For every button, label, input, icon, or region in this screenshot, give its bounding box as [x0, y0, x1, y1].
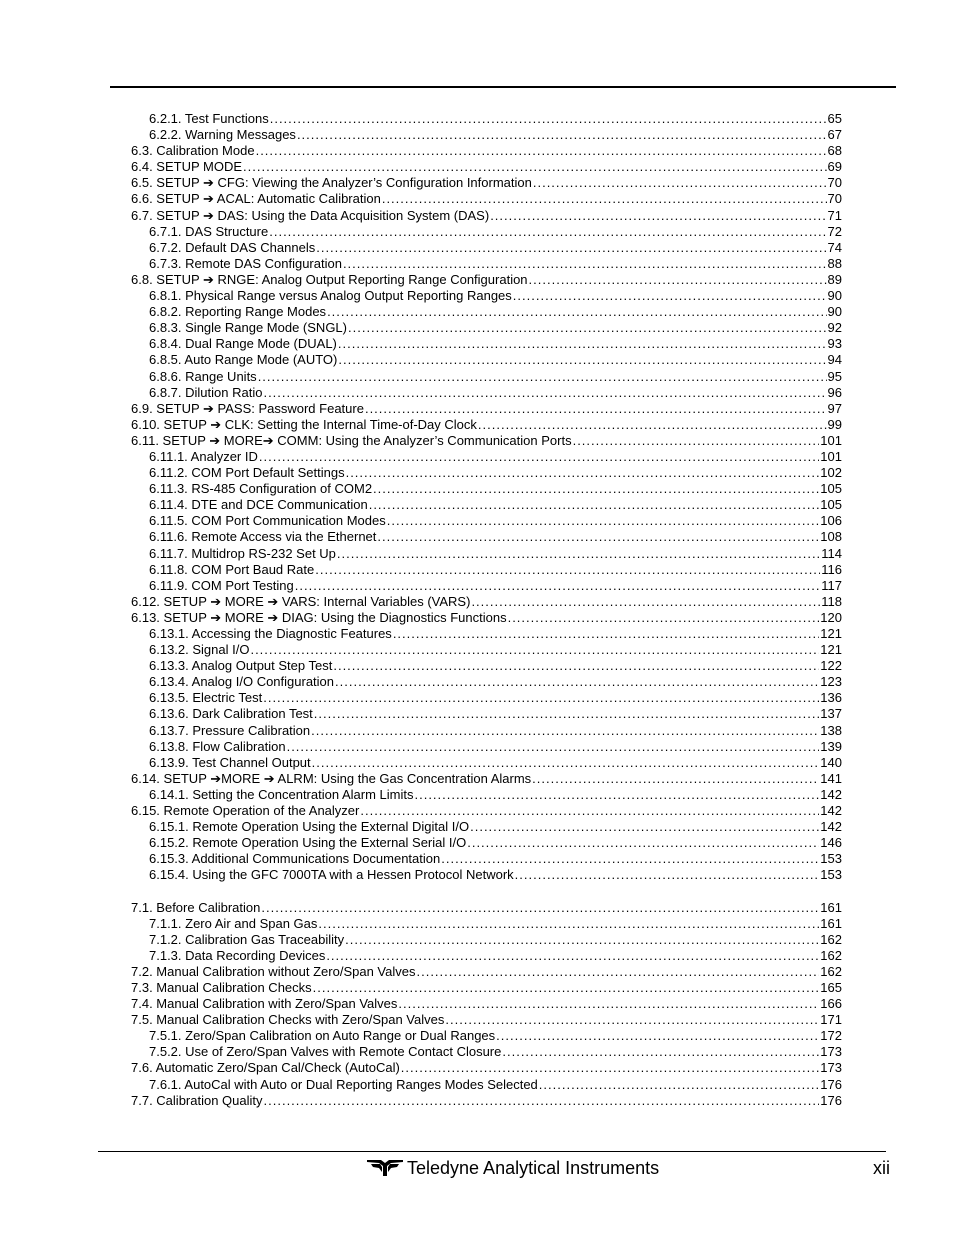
toc-entry-title: 6.8.6. Range Units	[149, 368, 257, 384]
toc-entry-page: 67	[827, 127, 842, 143]
toc-entry-page: 138	[820, 722, 842, 738]
toc-dot-leader	[348, 320, 827, 336]
toc-entry-page: 105	[820, 481, 842, 497]
toc-entry[interactable]	[131, 256, 842, 272]
toc-entry-title: 7.1.1. Zero Air and Span Gas	[149, 915, 318, 931]
toc-entry-page: 137	[820, 706, 842, 722]
toc-dot-leader	[467, 835, 819, 851]
toc-entry[interactable]	[131, 626, 842, 642]
toc-entry-page: 71	[827, 207, 842, 223]
toc-entry-title: 6.13.2. Signal I/O	[149, 642, 250, 658]
toc-dot-leader	[338, 352, 826, 368]
toc-entry-page: 99	[827, 416, 842, 432]
toc-entry-page: 176	[820, 1076, 842, 1092]
toc-entry[interactable]	[131, 111, 842, 127]
toc-dot-leader	[471, 594, 820, 610]
toc-entry[interactable]	[131, 1044, 842, 1060]
toc-entry-title: 6.13.6. Dark Calibration Test	[149, 706, 313, 722]
toc-dot-leader	[414, 787, 819, 803]
toc-entry-page: 74	[827, 239, 842, 255]
toc-entry-page: 97	[827, 400, 842, 416]
toc-entry-page: 171	[820, 1012, 842, 1028]
table-of-contents	[131, 111, 842, 1109]
toc-entry-title: 6.8.2. Reporting Range Modes	[149, 304, 327, 320]
toc-entry-title: 6.11.7. Multidrop RS-232 Set Up	[149, 545, 336, 561]
toc-dot-leader	[502, 1044, 819, 1060]
toc-entry-title: 6.13.1. Accessing the Diagnostic Features	[149, 626, 392, 641]
toc-dot-leader	[297, 127, 827, 143]
toc-dot-leader	[256, 143, 827, 159]
toc-entry-title: 6.12. SETUP ➔ MORE ➔ VARS: Internal Variables (VARS)	[131, 593, 471, 609]
toc-entry-title: 6.7.1. DAS Structure	[149, 223, 269, 239]
toc-dot-leader	[515, 867, 820, 883]
toc-entry-page: 72	[827, 223, 842, 239]
toc-entry-page: 173	[820, 1044, 842, 1060]
toc-entry[interactable]	[131, 916, 842, 932]
toc-entry-title: 6.2.2. Warning Messages	[149, 127, 296, 143]
toc-entry[interactable]	[131, 240, 842, 256]
toc-entry[interactable]	[131, 739, 842, 755]
toc-entry[interactable]	[131, 529, 842, 545]
toc-entry[interactable]	[131, 706, 842, 722]
toc-entry-page: 123	[820, 674, 842, 690]
toc-entry-page: 173	[820, 1060, 842, 1076]
toc-dot-leader	[401, 1060, 820, 1076]
toc-dot-leader	[261, 900, 819, 916]
toc-entry-page: 146	[820, 835, 842, 851]
toc-entry[interactable]	[131, 578, 842, 594]
footer-page-number: xii	[873, 1158, 890, 1178]
toc-entry-title: 6.7.3. Remote DAS Configuration	[149, 255, 342, 271]
toc-entry-title: 6.8.4. Dual Range Mode (DUAL)	[149, 336, 337, 352]
toc-entry-page: 162	[820, 947, 842, 963]
toc-entry-title: 6.13.4. Analog I/O Configuration	[149, 674, 335, 690]
header-rule	[110, 86, 896, 88]
toc-entry[interactable]	[131, 449, 842, 465]
toc-dot-leader	[365, 401, 827, 417]
toc-dot-leader	[470, 819, 819, 835]
toc-dot-leader	[259, 449, 819, 465]
toc-entry-title: 6.3. Calibration Mode	[131, 143, 255, 159]
toc-entry-page: 153	[820, 867, 842, 883]
toc-entry-title: 6.13.9. Test Channel Output	[149, 754, 311, 770]
toc-dot-leader	[338, 336, 827, 352]
toc-entry-page: 142	[820, 803, 842, 819]
toc-entry-page: 90	[827, 288, 842, 304]
toc-entry[interactable]	[131, 513, 842, 529]
toc-entry-title: 6.11.9. COM Port Testing	[149, 577, 294, 593]
toc-entry-page: 161	[820, 899, 842, 915]
toc-entry-title: 6.8.7. Dilution Ratio	[149, 384, 263, 400]
toc-entry[interactable]	[131, 674, 842, 690]
toc-entry[interactable]	[131, 787, 842, 803]
toc-dot-leader	[316, 240, 826, 256]
toc-entry-page: 142	[820, 819, 842, 835]
toc-entry-page: 69	[827, 159, 842, 175]
toc-dot-leader	[360, 803, 819, 819]
toc-entry-page: 68	[827, 143, 842, 159]
toc-dot-leader	[490, 208, 826, 224]
toc-entry[interactable]	[131, 723, 842, 739]
toc-dot-leader	[327, 304, 826, 320]
toc-entry-page: 118	[821, 593, 842, 609]
toc-entry[interactable]	[131, 1028, 842, 1044]
toc-entry-title: 6.9. SETUP ➔ PASS: Password Feature	[131, 400, 364, 416]
teledyne-logo-icon	[367, 1157, 403, 1177]
toc-entry-page: 88	[827, 255, 842, 271]
toc-entry[interactable]	[131, 1093, 842, 1109]
toc-dot-leader	[496, 1028, 819, 1044]
toc-entry-page: 140	[820, 754, 842, 770]
toc-entry-page: 95	[827, 368, 842, 384]
toc-dot-leader	[416, 964, 819, 980]
toc-entry-title: 6.7.2. Default DAS Channels	[149, 239, 316, 255]
toc-dot-leader	[377, 529, 819, 545]
toc-entry-page: 153	[820, 851, 842, 867]
toc-entry[interactable]	[131, 964, 842, 980]
toc-entry-title: 6.13.3. Analog Output Step Test	[149, 658, 333, 674]
toc-entry-title: 6.15.2. Remote Operation Using the External Serial I/O	[149, 835, 467, 851]
toc-entry-title: 7.2. Manual Calibration without Zero/Span Valves	[131, 963, 416, 979]
toc-entry-title: 6.15.1. Remote Operation Using the External Digital I/O	[149, 819, 470, 835]
toc-entry[interactable]	[131, 433, 842, 449]
toc-entry-title: 7.1.3. Data Recording Devices	[149, 947, 326, 963]
toc-dot-leader	[269, 224, 826, 240]
toc-dot-leader	[318, 916, 819, 932]
toc-dot-leader	[312, 755, 820, 771]
toc-entry[interactable]	[131, 819, 842, 835]
toc-dot-leader	[441, 851, 819, 867]
toc-entry-page: 172	[820, 1028, 842, 1044]
toc-entry-page: 65	[827, 111, 842, 126]
toc-entry[interactable]	[131, 900, 842, 916]
toc-dot-leader	[243, 159, 827, 175]
toc-entry[interactable]	[131, 1060, 842, 1076]
toc-entry-title: 7.5.2. Use of Zero/Span Valves with Remote Contact Closure	[149, 1044, 502, 1060]
toc-entry-page: 114	[821, 545, 842, 561]
toc-entry[interactable]	[131, 417, 842, 433]
toc-entry[interactable]	[131, 867, 842, 883]
toc-entry-title: 6.11.6. Remote Access via the Ethernet	[149, 529, 377, 545]
toc-dot-leader	[539, 1077, 820, 1093]
toc-entry-page: 122	[820, 658, 842, 674]
toc-entry[interactable]	[131, 385, 842, 401]
toc-dot-leader	[311, 723, 819, 739]
toc-entry-title: 6.4. SETUP MODE	[131, 159, 243, 175]
toc-entry[interactable]	[131, 159, 842, 175]
toc-entry-page: 116	[821, 561, 842, 577]
toc-dot-leader	[295, 578, 821, 594]
toc-entry-page: 120	[820, 609, 842, 625]
toc-dot-leader	[508, 610, 820, 626]
toc-entry[interactable]	[131, 1077, 842, 1093]
toc-dot-leader	[314, 706, 820, 722]
toc-entry-title: 6.14.1. Setting the Concentration Alarm Limits	[149, 786, 414, 802]
toc-entry-title: 6.5. SETUP ➔ CFG: Viewing the Analyzer’s Configuration Information	[131, 175, 532, 191]
toc-dot-leader	[263, 385, 826, 401]
toc-entry-page: 70	[827, 191, 842, 207]
toc-entry[interactable]	[131, 835, 842, 851]
toc-entry-title: 6.8.3. Single Range Mode (SNGL)	[149, 320, 347, 336]
toc-entry[interactable]	[131, 1012, 842, 1028]
footer-company-name: Teledyne Analytical Instruments	[407, 1158, 660, 1178]
toc-entry-title: 6.13.5. Electric Test	[149, 690, 263, 706]
toc-entry-title: 6.13.7. Pressure Calibration	[149, 722, 311, 738]
toc-entry-title: 7.5.1. Zero/Span Calibration on Auto Range or Dual Ranges	[149, 1028, 496, 1044]
toc-dot-leader	[445, 1012, 819, 1028]
toc-dot-leader	[382, 191, 827, 207]
toc-entry[interactable]	[131, 562, 842, 578]
toc-entry[interactable]	[131, 401, 842, 417]
toc-entry[interactable]	[131, 208, 842, 224]
toc-entry-page: 139	[820, 738, 842, 754]
toc-entry-title: 6.11.3. RS-485 Configuration of COM2	[149, 481, 373, 497]
toc-entry[interactable]	[131, 755, 842, 771]
toc-dot-leader	[315, 562, 820, 578]
toc-entry-page: 136	[820, 690, 842, 706]
toc-entry-title: 6.11. SETUP ➔ MORE➔ COMM: Using the Analyzer’s Communication Ports	[131, 432, 572, 448]
toc-entry[interactable]	[131, 143, 842, 159]
toc-entry[interactable]	[131, 175, 842, 191]
toc-entry-page: 93	[827, 336, 842, 352]
toc-entry-title: 6.15. Remote Operation of the Analyzer	[131, 803, 360, 819]
toc-entry-title: 7.1. Before Calibration	[131, 899, 261, 915]
toc-entry[interactable]	[131, 272, 842, 288]
toc-entry-page: 121	[820, 642, 842, 658]
toc-entry[interactable]	[131, 594, 842, 610]
toc-entry-page: 102	[820, 465, 842, 481]
toc-dot-leader	[373, 481, 819, 497]
toc-dot-leader	[345, 932, 819, 948]
toc-entry-title: 7.5. Manual Calibration Checks with Zero/Span Valves	[131, 1012, 445, 1028]
toc-entry-page: 89	[827, 271, 842, 287]
toc-dot-leader	[326, 948, 819, 964]
toc-entry-title: 7.6. Automatic Zero/Span Cal/Check (AutoCal)	[131, 1060, 400, 1076]
toc-entry-title: 7.3. Manual Calibration Checks	[131, 979, 312, 995]
toc-entry[interactable]	[131, 336, 842, 352]
toc-entry-page: 106	[820, 513, 842, 529]
toc-dot-leader	[313, 980, 820, 996]
toc-dot-leader	[270, 111, 827, 127]
toc-entry-title: 6.8.1. Physical Range versus Analog Output Reporting Ranges	[149, 288, 512, 304]
toc-entry-page: 162	[820, 931, 842, 947]
toc-entry-title: 6.11.8. COM Port Baud Rate	[149, 561, 315, 577]
toc-entry[interactable]	[131, 320, 842, 336]
toc-entry-page: 121	[820, 626, 842, 641]
toc-entry-page: 108	[820, 529, 842, 545]
toc-dot-leader	[533, 175, 827, 191]
toc-entry[interactable]	[131, 851, 842, 867]
toc-entry[interactable]	[131, 642, 842, 658]
toc-dot-leader	[343, 256, 827, 272]
toc-entry-page: 117	[821, 577, 842, 593]
toc-entry-page: 162	[820, 963, 842, 979]
toc-entry[interactable]	[131, 610, 842, 626]
toc-entry-page: 176	[820, 1092, 842, 1108]
toc-entry-title: 6.14. SETUP ➔MORE ➔ ALRM: Using the Gas Concentration Alarms	[131, 770, 532, 786]
toc-dot-leader	[250, 642, 819, 658]
toc-entry-page: 165	[820, 979, 842, 995]
toc-entry-title: 6.15.4. Using the GFC 7000TA with a Hessen Protocol Network	[149, 867, 514, 883]
toc-entry[interactable]	[131, 224, 842, 240]
toc-dot-leader	[387, 513, 820, 529]
toc-entry[interactable]	[131, 481, 842, 497]
toc-entry-page: 90	[827, 304, 842, 320]
toc-entry-page: 96	[827, 384, 842, 400]
toc-dot-leader	[287, 739, 820, 755]
toc-entry[interactable]	[131, 304, 842, 320]
toc-entry-title: 6.8.5. Auto Range Mode (AUTO)	[149, 352, 338, 368]
toc-dot-leader	[263, 690, 819, 706]
toc-entry-title: 6.15.3. Additional Communications Documentation	[149, 851, 441, 867]
toc-entry-title: 6.13. SETUP ➔ MORE ➔ DIAG: Using the Diagnostics Functions	[131, 609, 507, 625]
toc-entry[interactable]	[131, 497, 842, 513]
toc-entry-title: 6.11.1. Analyzer ID	[149, 448, 258, 464]
toc-dot-leader	[478, 417, 827, 433]
toc-entry-page: 101	[820, 432, 842, 448]
toc-entry-title: 6.10. SETUP ➔ CLK: Setting the Internal Time-of-Day Clock	[131, 416, 477, 432]
toc-dot-leader	[333, 658, 819, 674]
toc-entry-page: 92	[827, 320, 842, 336]
toc-entry[interactable]	[131, 771, 842, 787]
toc-entry-title: 6.6. SETUP ➔ ACAL: Automatic Calibration	[131, 191, 381, 207]
toc-dot-leader	[369, 497, 820, 513]
toc-entry[interactable]	[131, 352, 842, 368]
toc-dot-leader	[513, 288, 827, 304]
toc-entry-page: 94	[827, 352, 842, 368]
toc-entry-title: 6.13.8. Flow Calibration	[149, 738, 286, 754]
toc-entry-title: 6.8. SETUP ➔ RNGE: Analog Output Reporting Range Configuration	[131, 271, 528, 287]
toc-dot-leader	[264, 1093, 820, 1109]
toc-entry[interactable]	[131, 465, 842, 481]
toc-entry[interactable]	[131, 546, 842, 562]
toc-entry[interactable]	[131, 980, 842, 996]
toc-entry-title: 6.7. SETUP ➔ DAS: Using the Data Acquisition System (DAS)	[131, 207, 490, 223]
footer-rule	[98, 1151, 886, 1152]
toc-entry-page: 141	[820, 770, 842, 786]
toc-dot-leader	[532, 771, 819, 787]
toc-entry-page: 161	[820, 915, 842, 931]
toc-entry-title: 6.11.2. COM Port Default Settings	[149, 465, 345, 481]
toc-entry[interactable]	[131, 288, 842, 304]
toc-entry-title: 6.11.4. DTE and DCE Communication	[149, 497, 368, 513]
toc-entry-title: 7.1.2. Calibration Gas Traceability	[149, 931, 345, 947]
toc-entry-title: 7.4. Manual Calibration with Zero/Span Valves	[131, 996, 398, 1012]
toc-entry-title: 6.2.1. Test Functions	[149, 111, 269, 126]
toc-entry[interactable]	[131, 127, 842, 143]
toc-entry[interactable]	[131, 369, 842, 385]
toc-entry[interactable]	[131, 932, 842, 948]
toc-dot-leader	[258, 369, 827, 385]
toc-dot-leader	[337, 546, 820, 562]
toc-entry-title: 7.7. Calibration Quality	[131, 1092, 263, 1108]
toc-entry-page: 142	[820, 786, 842, 802]
toc-entry-title: 6.11.5. COM Port Communication Modes	[149, 513, 386, 529]
toc-entry-page: 101	[820, 448, 842, 464]
toc-entry[interactable]	[131, 658, 842, 674]
toc-entry[interactable]	[131, 996, 842, 1012]
toc-dot-leader	[393, 626, 819, 642]
toc-dot-leader	[335, 674, 819, 690]
toc-entry[interactable]	[131, 803, 842, 819]
toc-dot-leader	[346, 465, 820, 481]
toc-entry-page: 166	[820, 996, 842, 1012]
toc-entry[interactable]	[131, 948, 842, 964]
toc-entry-title: 7.6.1. AutoCal with Auto or Dual Reporting Ranges Modes Selected	[149, 1076, 538, 1092]
toc-entry[interactable]	[131, 191, 842, 207]
toc-entry-page: 70	[827, 175, 842, 191]
toc-dot-leader	[573, 433, 820, 449]
toc-entry[interactable]	[131, 690, 842, 706]
toc-entry-page: 105	[820, 497, 842, 513]
toc-dot-leader	[398, 996, 819, 1012]
toc-dot-leader	[529, 272, 827, 288]
